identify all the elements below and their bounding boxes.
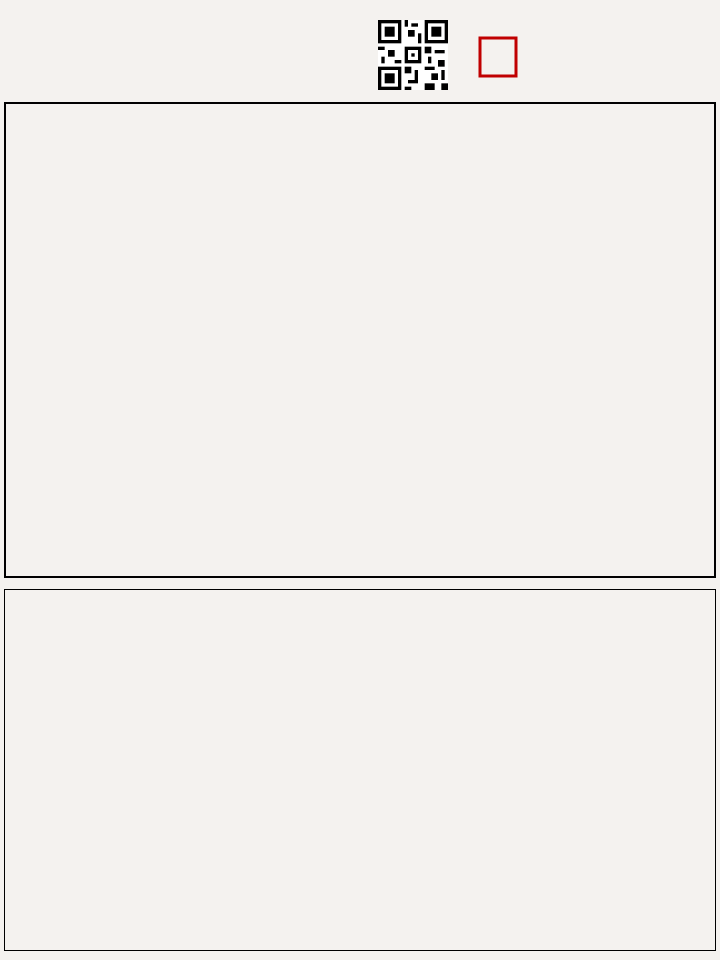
chart-header (11, 9, 18, 26)
qr-code-icon[interactable] (378, 20, 448, 90)
gender-line (11, 9, 18, 26)
pillar-grid (4, 102, 716, 578)
logo-graphic (477, 8, 717, 80)
nam-viet-so-ly-logo (477, 8, 717, 80)
annual-luck-table (4, 589, 716, 951)
